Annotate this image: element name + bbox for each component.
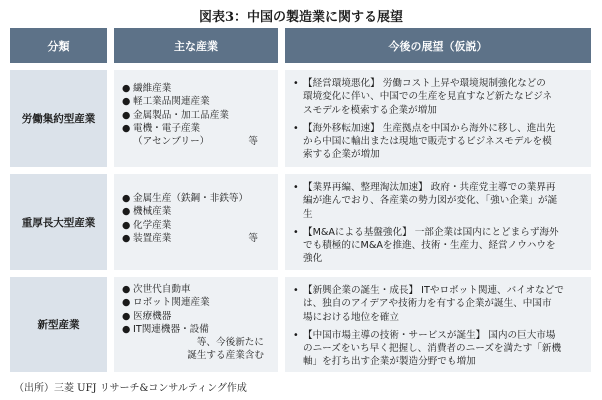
category-labor-intensive: 労働集約型産業 [10,70,107,167]
bullet-icon: • [293,122,299,134]
bullet-icon: ● [122,297,131,309]
header-outlook: 今後の展望（仮説） [285,28,591,63]
industry-item: ● 化学産業 [122,219,172,231]
industries-labor-intensive [114,70,278,167]
bullet-icon: • [293,182,299,193]
industry-item: ● 機械産業 [122,206,172,218]
etc-label: 等 [248,232,258,244]
bullet-icon: • [293,226,299,238]
bullet-icon: ● [122,323,131,335]
industry-item: ● 金属生産（鉄鋼・非鉄等） [122,193,249,204]
industry-item: ● 医療機器 [122,310,172,322]
bullet-icon: ● [122,109,131,121]
industry-item: ● 金属製品・加工品産業 [122,109,229,121]
bullet-icon: ● [122,83,131,94]
bullet-icon: ● [122,310,131,322]
source-note: （出所）三菱 UFJ リサーチ&コンサルティング作成 [14,383,247,394]
bullet-icon: ● [122,284,131,295]
category-heavy-industry: 重厚長大型産業 [10,174,107,270]
figure-title: 図表3：中国の製造業に関する展望 [198,10,404,25]
bullet-icon: ● [122,219,131,231]
industry-item: ● 軽工業品関連産業 [122,96,210,108]
outlook-point: • 【新興企業の誕生・成長】 ITやロボット関連、バイオなどで は、独自のアイデアや技術力を有する企業が誕生、中国市 場における地位を確立 [293,285,564,323]
industry-item: ● 次世代自動車 [122,284,191,295]
outlook-point: • 【中国市場主導の技術・サービスが誕生】 国内の巨大市場 のニーズをいち早く把握し、消費者のニーズを満たす「新機 軸」を打ち出す企業が製造分野でも増加 [293,329,562,368]
industry-item: ● 繊維産業 [122,83,172,94]
industry-item: ● 電機・電子産業 [122,122,201,134]
outlook-point: • 【業界再編、整理淘汰加速】 政府・共産党主導での業界再 編が進んでおり、各産業の勢力図が変化、「強い企業」が誕 生 [293,182,558,220]
outlook-point: • 【経営環境悪化】 労働コスト上昇や環境規制強化などの 環境変化に伴い、中国での生産を見直すなど新たなビジネ スモデルを模索する企業が増加 [293,78,553,116]
outlook-point: • 【海外移転加速】 生産拠点を中国から海外に移し、進出先 から中国に輸出または現地で販売するビジネスモデルを模 索する企業が増加 [293,122,556,161]
header-category: 分類 [10,28,107,63]
bullet-icon: ● [122,122,131,134]
etc-label: 等 [248,136,258,148]
outlook-new-industry [285,277,591,372]
category-new-industry: 新型産業 [10,277,107,372]
industry-item: ● IT関連機器・設備 [122,323,209,335]
industry-item: ● 装置産業 等 [122,232,258,244]
bullet-icon: • [293,78,299,89]
outlook-labor-intensive [285,70,591,167]
outlook-heavy-industry [285,174,591,270]
header-industries: 主な産業 [114,28,278,63]
industry-note: 誕生する産業含む [187,350,264,362]
industries-new-industry [114,277,278,372]
bullet-icon: • [293,285,299,296]
bullet-icon: ● [122,206,131,218]
industry-item: ● ロボット関連産業 [122,297,210,309]
outlook-point: • 【M&Aによる基盤強化】 一部企業は国内にとどまらず海外 でも積極的にM&Aを推進、技術・生産力、経営ノウハウを 強化 [293,226,559,265]
bullet-icon: • [293,329,299,341]
industry-note: 等、今後新たに [196,337,264,349]
bullet-icon: ● [122,232,131,244]
bullet-icon: ● [122,193,131,204]
industries-heavy-industry [114,174,278,270]
industry-subitem: （アセンブリー） 等 [133,136,258,148]
bullet-icon: ● [122,96,131,108]
